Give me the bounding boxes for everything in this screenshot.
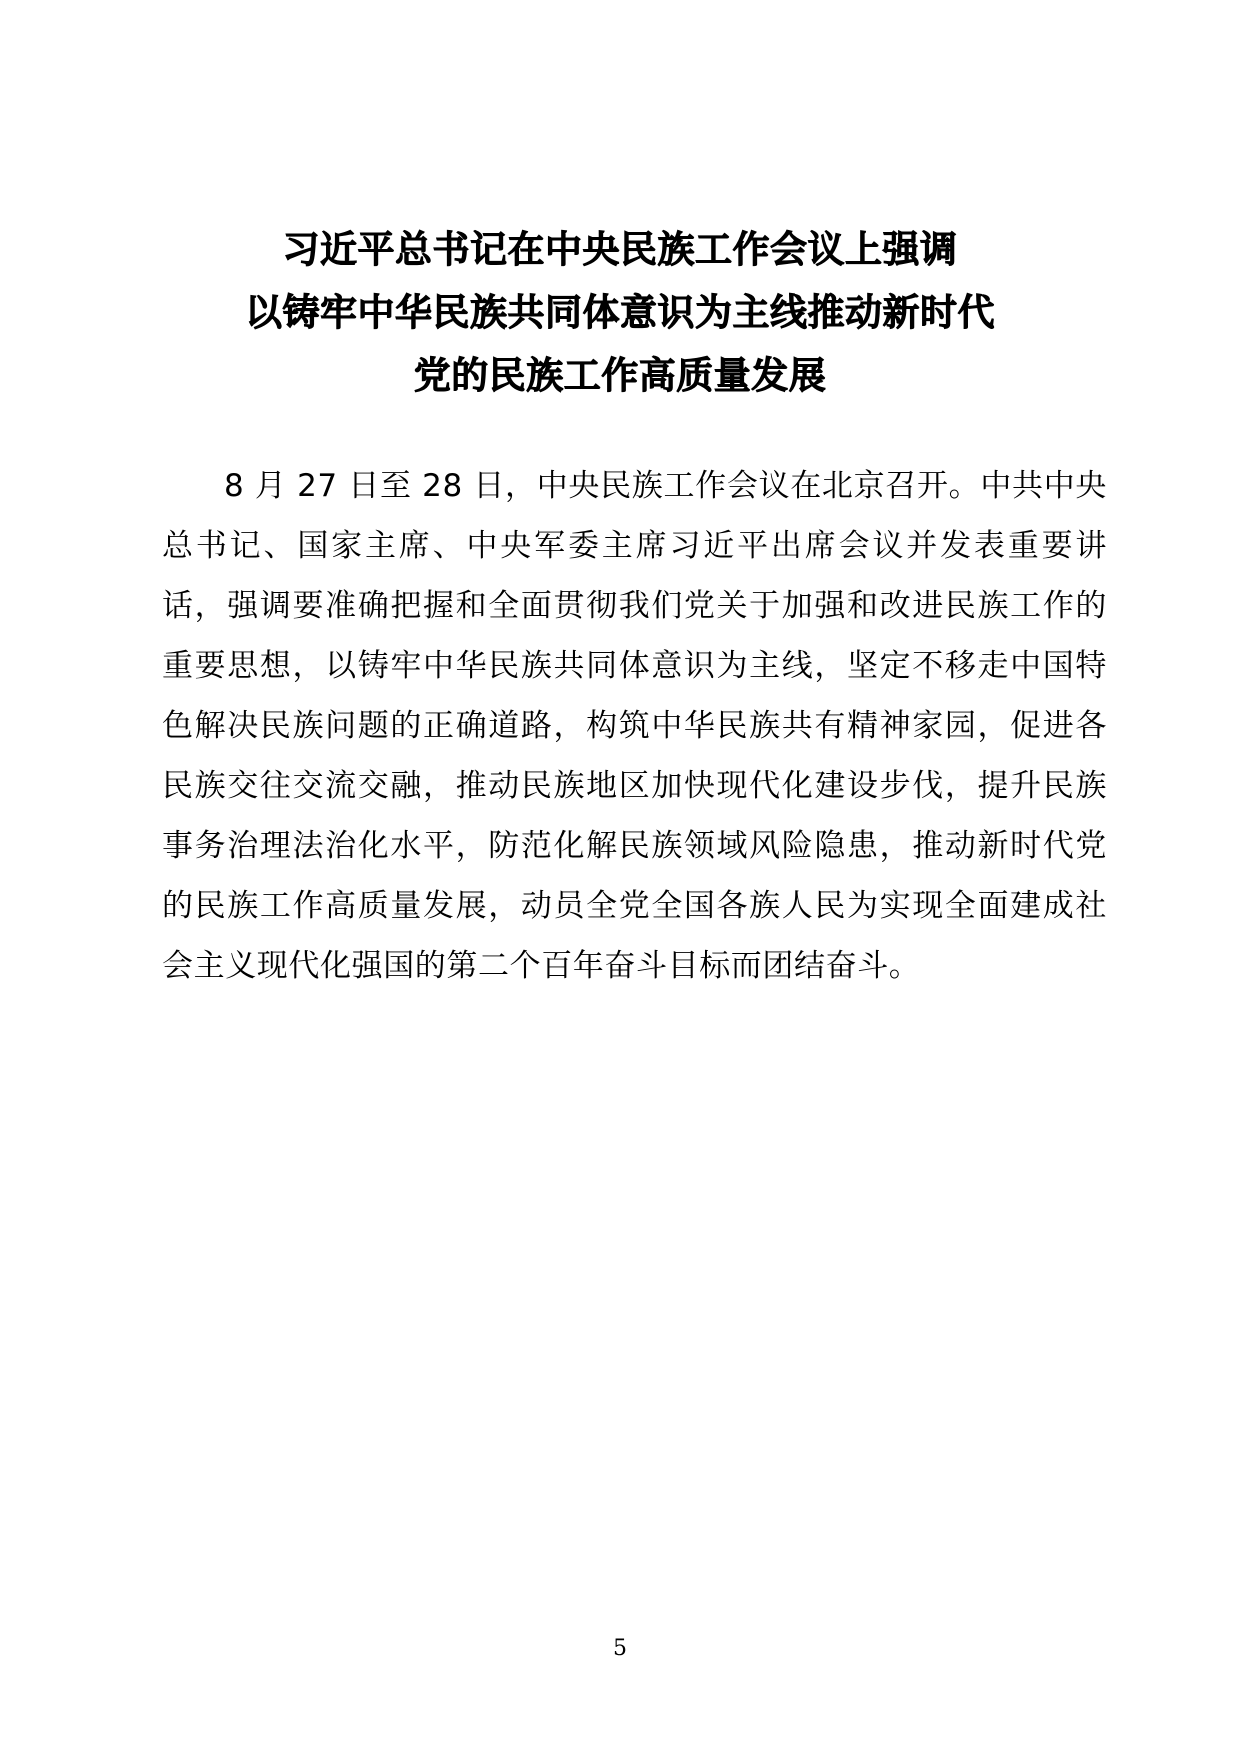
body-paragraph: 8 月 27 日至 28 日，中央民族工作会议在北京召开。中共中央总书记、国家主席、中央军委主席习近平出席会议并发表重要讲话，强调要准确把握和全面贯彻我们党关于加强和改进民族工作的重要思想，以铸牢中华民族共同体意识为主线，坚定不移走中国特色解决民族问题的正确道路，构筑中华民族共有精神家园，促进各民族交往交流交融，推动民族地区加快现代化建设步伐，提升民族事务治理法治化水平，防范化解民族领域风险隐患，推动新时代党的民族工作高质量发展，动员全党全国各族人民为实现全面建成社会主义现代化强国的第二个百年奋斗目标而团结奋斗。	[162, 468, 1107, 984]
title-line-3: 党的民族工作高质量发展	[413, 354, 827, 397]
title-line-1: 习近平总书记在中央民族工作会议上强调	[282, 228, 958, 271]
document-title	[0, 218, 1240, 407]
title-line-2: 以铸牢中华民族共同体意识为主线推动新时代	[245, 291, 995, 334]
page-number: 5	[613, 1636, 627, 1661]
